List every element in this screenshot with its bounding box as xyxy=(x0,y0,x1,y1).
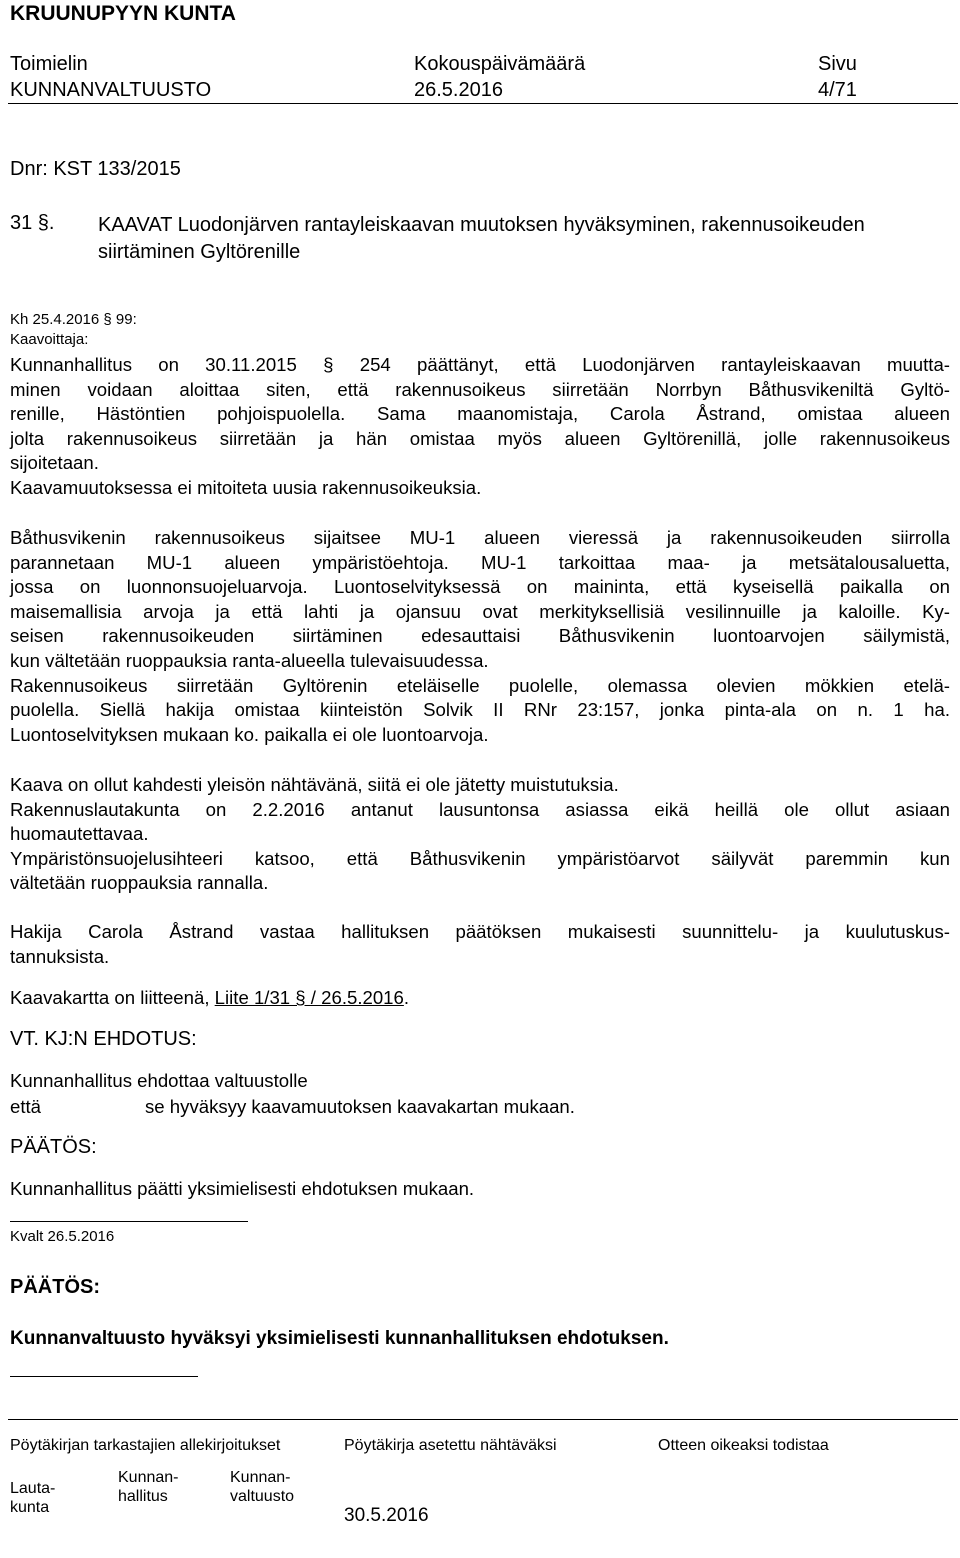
proposal-line-2-prefix: että xyxy=(10,1096,42,1117)
footer-displayed-label: Pöytäkirja asetettu nähtäväksi xyxy=(344,1437,557,1454)
end-rule xyxy=(10,1376,198,1377)
header-page-value: 4/71 xyxy=(818,79,857,101)
paragraph-3 xyxy=(10,526,950,747)
paragraph-line: huomautettavaa. xyxy=(10,823,149,845)
section-number: 31 §. xyxy=(10,212,55,234)
paragraph-line: Rakennusoikeus siirretään Gyltörenin eteläiselle puolelle, olemassa olevien mökkien etelä- xyxy=(10,674,950,696)
paragraph-line: Kunnanhallitus on 30.11.2015 § 254 päättänyt, että Luodonjärven rantayleiskaavan muutta- xyxy=(10,354,950,375)
paragraph-line: jolta rakennusoikeus siirretään ja hän omistaa myös alueen Gyltörenillä, jolle rakennusoikeus xyxy=(10,427,950,449)
paragraph-line: jossa on luonnonsuojeluarvoja. Luontoselvityksessä on maininta, että kyseisellä paikalla on xyxy=(10,576,950,598)
attachment-link[interactable]: Liite 1/31 § / 26.5.2016 xyxy=(214,987,404,1008)
decision-heading: PÄÄTÖS: xyxy=(10,1136,97,1158)
paragraph-line: maisemallisia arvoja ja että lahti ja ojansuu ovat merkityksellisiä vesilinnuille ja kaloille. Ky- xyxy=(10,600,950,622)
paragraph-line: Luontoselvityksen mukaan ko. paikalla ei ole luontoarvoja. xyxy=(10,723,489,745)
document-number: Dnr: KST 133/2015 xyxy=(10,158,181,180)
paragraph-line: minen voidaan aloittaa siten, että rakennusoikeus siirretään Norrbyn Båthusvikeniltä Gyltö- xyxy=(10,378,950,400)
kh-reference: Kh 25.4.2016 § 99: xyxy=(10,311,137,328)
paragraph-line: parannetaan MU-1 alueen ympäristöehtoja. MU-1 tarkoittaa maa- ja metsätalousaluetta, xyxy=(10,551,950,573)
header-divider xyxy=(8,103,958,104)
final-decision-text: Kunnanvaltuusto hyväksyi yksimielisesti kunnanhallituksen ehdotuksen. xyxy=(10,1328,669,1349)
paragraph-line: Rakennuslautakunta on 2.2.2016 antanut lausuntonsa asiassa eikä heillä ole ollut asiaan xyxy=(10,798,950,820)
paragraph-line: tannuksista. xyxy=(10,945,110,967)
paragraph-line: renille, Hästöntien pohjoispuolella. Sama maanomistaja, Carola Åstrand, omistaa alueen xyxy=(10,403,950,425)
paragraph-line: kun vältetään ruoppauksia ranta-alueella tulevaisuudessa. xyxy=(10,649,489,671)
organization-name: KRUUNUPYYN KUNTA xyxy=(10,2,236,25)
paragraph-line: vältetään ruoppauksia rannalla. xyxy=(10,872,269,894)
header-body-label: Toimielin xyxy=(10,53,88,75)
footer-divider xyxy=(8,1419,958,1420)
kh-role: Kaavoittaja: xyxy=(10,331,89,348)
attachment-line xyxy=(10,987,409,1009)
paragraph-line: Ympäristönsuojelusihteeri katsoo, että Båthusvikenin ympäristöarvot säilyvät paremmin kun xyxy=(10,847,950,869)
proposal-line-1: Kunnanhallitus ehdottaa valtuustolle xyxy=(10,1070,308,1091)
final-decision-heading: PÄÄTÖS: xyxy=(10,1276,100,1298)
paragraph-line: Kaava on ollut kahdesti yleisön nähtävänä, siitä ei ole jätetty muistutuksia. xyxy=(10,774,619,795)
paragraph-line: Båthusvikenin rakennusoikeus sijaitsee MU-1 alueen vieressä ja rakennusoikeuden siirrolla xyxy=(10,527,950,548)
paragraph-line: Kaavamuutoksessa ei mitoiteta uusia rakennusoikeuksia. xyxy=(10,476,482,498)
paragraph-line: seisen rakennusoikeuden siirtäminen edesauttaisi Båthusvikenin luontoarvojen säilymistä, xyxy=(10,625,950,647)
header-body-value: KUNNANVALTUUSTO xyxy=(10,79,212,101)
header-date-label: Kokouspäivämäärä xyxy=(414,53,586,75)
header-date-value: 26.5.2016 xyxy=(414,79,503,101)
proposal-heading: VT. KJ:N EHDOTUS: xyxy=(10,1028,197,1050)
section-title: KAAVAT Luodonjärven rantayleiskaavan muutoksen hyväksyminen, rakennusoikeuden siirtäminen Gyltörenille xyxy=(98,214,865,263)
footer-board-label: Lauta- kunta xyxy=(10,1480,56,1516)
footer-council-label: Kunnan- valtuusto xyxy=(230,1469,295,1505)
decision-text: Kunnanhallitus päätti yksimielisesti ehdotuksen mukaan. xyxy=(10,1178,475,1199)
paragraph-4 xyxy=(10,773,950,896)
paragraph-1 xyxy=(10,353,950,501)
footer-government-label: Kunnan- hallitus xyxy=(118,1469,179,1505)
separator-rule xyxy=(10,1221,248,1222)
kvalt-date: Kvalt 26.5.2016 xyxy=(10,1228,115,1245)
paragraph-line: Hakija Carola Åstrand vastaa hallituksen päätöksen mukaisesti suunnittelu- ja kuulutuskus- xyxy=(10,921,950,942)
attachment-text: Kaavakartta on liitteenä, xyxy=(10,987,215,1008)
footer-certified-label: Otteen oikeaksi todistaa xyxy=(658,1437,829,1454)
footer-signatures-label: Pöytäkirjan tarkastajien allekirjoitukset xyxy=(10,1437,281,1454)
header-page-label: Sivu xyxy=(818,53,857,75)
attachment-end: . xyxy=(403,987,410,1008)
paragraph-line: sijoitetaan. xyxy=(10,452,99,474)
footer-display-date: 30.5.2016 xyxy=(344,1505,429,1526)
paragraph-line: puolella. Siellä hakija omistaa kiinteistön Solvik II RNr 23:157, jonka pinta-ala on n. 1 ha. xyxy=(10,699,950,721)
proposal-line-2-text: se hyväksyy kaavamuutoksen kaavakartan mukaan. xyxy=(145,1096,575,1117)
paragraph-5 xyxy=(10,920,950,969)
